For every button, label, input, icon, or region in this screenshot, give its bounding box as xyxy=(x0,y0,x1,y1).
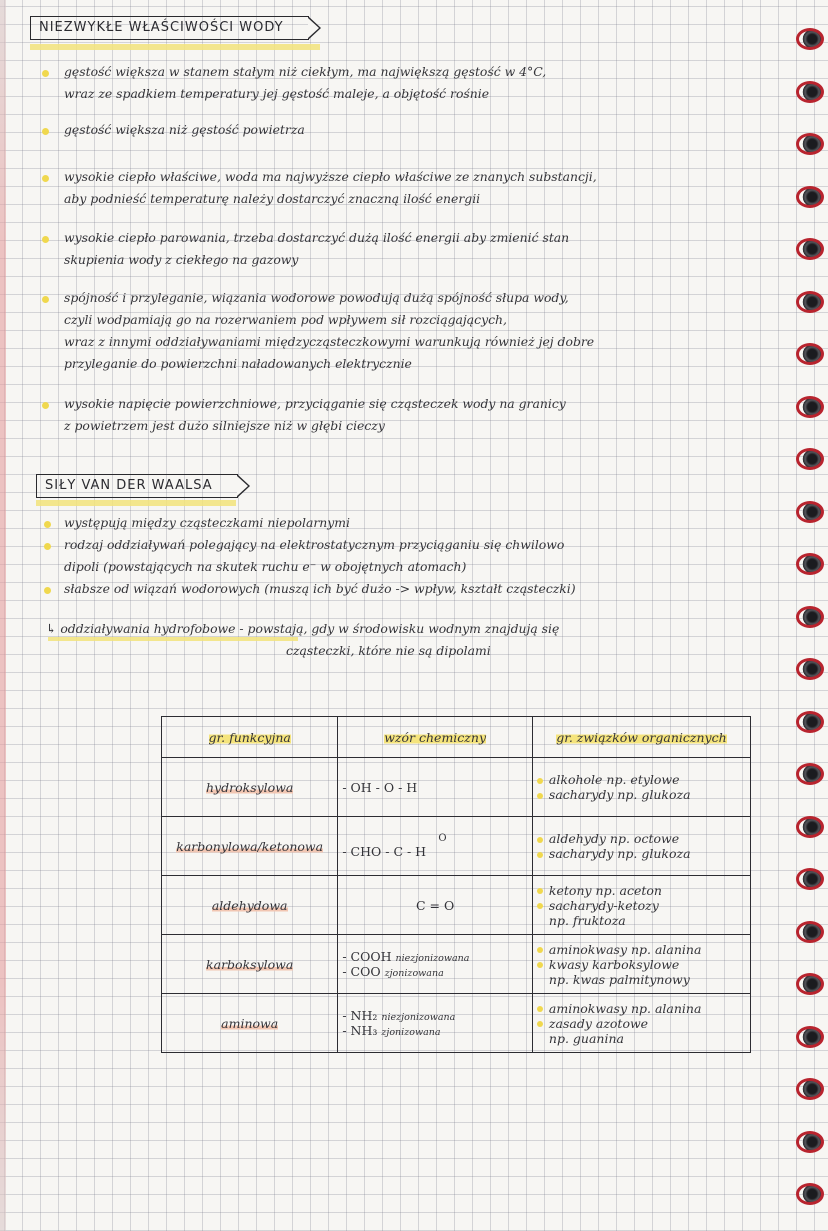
spiral-ring xyxy=(796,448,824,470)
bullet xyxy=(42,402,49,409)
spiral-ring xyxy=(796,343,824,365)
spiral-ring xyxy=(796,763,824,785)
spiral-binding xyxy=(788,0,828,1231)
compounds-cell: aldehydy np. octowe sacharydy np. glukoza xyxy=(532,817,750,876)
spiral-ring xyxy=(796,81,824,103)
formula-cell: C = O xyxy=(338,876,533,935)
note-line: czyli wodpamiają go na rozerwaniem pod wpływem sił rozciągających, xyxy=(64,312,507,327)
note-line: wysokie ciepło właściwe, woda ma najwyższe ciepło właściwe ze znanych substancji, xyxy=(64,169,597,184)
bullet xyxy=(44,543,51,550)
note-line: przyleganie do powierzchni naładowanych elektrycznie xyxy=(64,356,412,371)
spiral-ring xyxy=(796,28,824,50)
title-highlight xyxy=(30,44,320,50)
spiral-ring xyxy=(796,396,824,418)
note-line: występują między cząsteczkami niepolarnymi xyxy=(64,515,350,530)
note-line: spójność i przyleganie, wiązania wodorowe powodują dużą spójność słupa wody, xyxy=(64,290,569,305)
spiral-ring xyxy=(796,186,824,208)
note-line: gęstość większa w stanem stałym niż ciekłym, ma największą gęstość w 4°C, xyxy=(64,64,547,79)
note-line: z powietrzem jest dużo silniejsze niż w głębi cieczy xyxy=(64,418,385,433)
compounds-cell: ketony np. aceton sacharydy-ketozy np. fruktoza xyxy=(532,876,750,935)
header-cell: wzór chemiczny xyxy=(338,717,533,758)
formula-cell: - OH - O - H xyxy=(338,758,533,817)
compounds-cell: alkohole np. etylowe sacharydy np. glukoza xyxy=(532,758,750,817)
arrow-note: ↳ oddziaływania hydrofobowe - powstają, gdy w środowisku wodnym znajdują się xyxy=(46,621,560,636)
formula-cell: O - CHO - C - H xyxy=(338,817,533,876)
spiral-ring xyxy=(796,1078,824,1100)
bullet xyxy=(44,587,51,594)
group-cell: karboksylowa xyxy=(162,935,338,994)
table-row xyxy=(162,876,751,935)
compounds-cell: aminokwasy np. alanina kwasy karboksylowe np. kwas palmitynowy xyxy=(532,935,750,994)
title-highlight xyxy=(36,500,236,506)
spiral-ring xyxy=(796,553,824,575)
spiral-ring xyxy=(796,606,824,628)
group-cell: aminowa xyxy=(162,994,338,1053)
note-line: dipoli (powstających na skutek ruchu e⁻ w obojętnych atomach) xyxy=(64,559,467,574)
bullet xyxy=(42,175,49,182)
spiral-ring xyxy=(796,1026,824,1048)
formula-cell: - COOH niezjonizowana - COO zjonizowana xyxy=(338,935,533,994)
bullet xyxy=(42,236,49,243)
group-cell: hydroksylowa xyxy=(162,758,338,817)
group-cell: karbonylowa/ketonowa xyxy=(162,817,338,876)
header-cell: gr. związków organicznych xyxy=(532,717,750,758)
table-header xyxy=(162,717,751,758)
spiral-ring xyxy=(796,1131,824,1153)
note-line: aby podnieść temperaturę należy dostarczyć znaczną ilość energii xyxy=(64,191,481,206)
bullet xyxy=(42,70,49,77)
bullet xyxy=(42,128,49,135)
table-row xyxy=(162,758,751,817)
spiral-ring xyxy=(796,238,824,260)
spiral-ring xyxy=(796,921,824,943)
spiral-ring xyxy=(796,291,824,313)
note-line: wraz ze spadkiem temperatury jej gęstość maleje, a objętość rośnie xyxy=(64,86,490,101)
table-row xyxy=(162,817,751,876)
bullet xyxy=(42,296,49,303)
section1-title: NIEZWYKŁE WŁAŚCIWOŚCI WODY xyxy=(30,16,309,40)
spiral-ring xyxy=(796,711,824,733)
arrow-note: cząsteczki, które nie są dipolami xyxy=(286,643,491,658)
table-row xyxy=(162,994,751,1053)
note-highlight xyxy=(48,637,298,641)
group-cell: aldehydowa xyxy=(162,876,338,935)
note-line: skupienia wody z ciekłego na gazowy xyxy=(64,252,299,267)
note-line: rodzaj oddziaływań polegający na elektrostatycznym przyciąganiu się chwilowo xyxy=(64,537,565,552)
functional-groups-table xyxy=(161,716,751,1053)
note-line: wysokie ciepło parowania, trzeba dostarczyć dużą ilość energii aby zmienić stan xyxy=(64,230,570,245)
section2-title: SIŁY VAN DER WAALSA xyxy=(36,474,238,498)
spiral-ring xyxy=(796,868,824,890)
compounds-cell: aminokwasy np. alanina zasady azotowe np. guanina xyxy=(532,994,750,1053)
spiral-ring xyxy=(796,658,824,680)
spiral-ring xyxy=(796,501,824,523)
notebook-margin xyxy=(0,0,6,1231)
spiral-ring xyxy=(796,1183,824,1205)
formula-cell: - NH₂ niezjonizowana - NH₃ zjonizowana xyxy=(338,994,533,1053)
spiral-ring xyxy=(796,133,824,155)
header-cell: gr. funkcyjna xyxy=(162,717,338,758)
bullet xyxy=(44,521,51,528)
note-line: gęstość większa niż gęstość powietrza xyxy=(64,122,305,137)
note-line: wysokie napięcie powierzchniowe, przyciąganie się cząsteczek wody na granicy xyxy=(64,396,566,411)
note-line: słabsze od wiązań wodorowych (muszą ich być dużo -> wpływ, kształt cząsteczki) xyxy=(64,581,576,596)
table-row xyxy=(162,935,751,994)
spiral-ring xyxy=(796,816,824,838)
spiral-ring xyxy=(796,973,824,995)
note-line: wraz z innymi oddziaływaniami międzycząsteczkowymi warunkują również jej dobre xyxy=(64,334,595,349)
